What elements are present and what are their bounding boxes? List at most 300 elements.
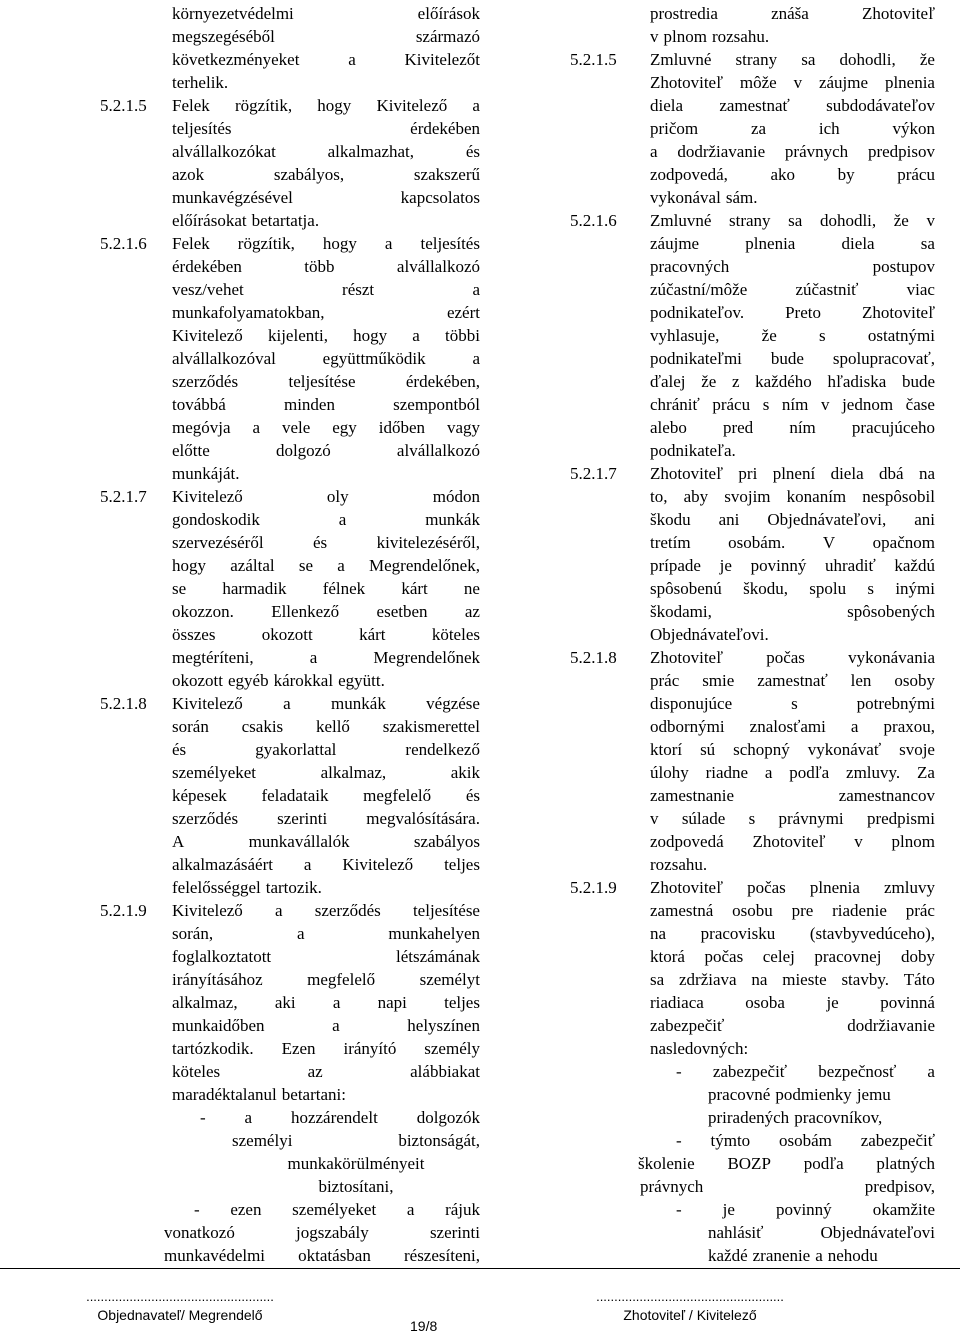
word: többi xyxy=(445,326,480,345)
word: betartani: xyxy=(281,1085,346,1104)
word: csakis xyxy=(241,717,284,736)
word: pracovisku xyxy=(700,924,776,943)
word: összes xyxy=(172,625,216,644)
clause-number: 5.2.1.5 xyxy=(570,50,617,69)
clause-number: 5.2.1.8 xyxy=(570,648,617,667)
text-line xyxy=(172,531,480,554)
text-line xyxy=(172,324,480,347)
word: strany xyxy=(729,211,771,230)
word: előtte xyxy=(172,441,210,460)
word: priradených xyxy=(708,1108,790,1127)
word: osoba xyxy=(745,993,785,1012)
word: hogy xyxy=(317,96,352,115)
text-line xyxy=(650,140,935,163)
word: záujme xyxy=(818,73,869,92)
word: škodami, xyxy=(650,602,712,621)
word: munkák xyxy=(425,510,480,529)
text-line xyxy=(650,738,935,761)
word: každého xyxy=(755,372,812,391)
clause-number: 5.2.1.7 xyxy=(570,464,617,483)
text-line xyxy=(650,48,935,71)
word: pred xyxy=(722,418,754,437)
word: teljesítése xyxy=(288,372,356,391)
word: sa xyxy=(920,234,935,253)
word: Megrendelőnek, xyxy=(369,556,480,575)
word: zranenie xyxy=(752,1246,811,1265)
clause-number: 5.2.1.5 xyxy=(100,96,147,115)
text-line xyxy=(172,48,480,71)
word: nehodu xyxy=(827,1246,878,1265)
text-line xyxy=(650,554,935,577)
text-line xyxy=(172,646,480,669)
contract-clause xyxy=(100,485,480,692)
word: rögzítik, xyxy=(234,96,293,115)
word: következményeket xyxy=(172,50,300,69)
word: zodpovedá, xyxy=(650,165,728,184)
word: okozott xyxy=(261,625,313,644)
word: podľa xyxy=(803,1154,844,1173)
word: több xyxy=(304,257,335,276)
word: spôsobených xyxy=(847,602,935,621)
word: szakismerettel xyxy=(382,717,480,736)
clause-number: 5.2.1.7 xyxy=(100,487,147,506)
bullet-line xyxy=(232,1175,480,1198)
word: povinný xyxy=(750,556,807,575)
word: ani xyxy=(914,510,935,529)
word: vyhlasuje, xyxy=(650,326,720,345)
word: se xyxy=(298,556,313,575)
text-line xyxy=(172,163,480,186)
clause-text xyxy=(650,876,935,1060)
word: v xyxy=(820,395,830,414)
word: gondoskodik xyxy=(172,510,260,529)
word: výkon xyxy=(892,119,935,138)
text-line xyxy=(650,692,935,715)
word: Felek xyxy=(172,96,210,115)
text-line xyxy=(172,830,480,853)
word: kárt xyxy=(359,625,386,644)
word: az xyxy=(464,602,480,621)
word: Táto xyxy=(903,970,935,989)
bullet-line xyxy=(708,1221,935,1244)
word: szervezéséről xyxy=(172,533,264,552)
word: alkalmazásáért xyxy=(172,855,273,874)
word: során, xyxy=(172,924,214,943)
word: osoby xyxy=(894,671,935,690)
clause-number: 5.2.1.8 xyxy=(100,694,147,713)
word: a xyxy=(412,326,420,345)
word: felelősséggel xyxy=(172,878,261,897)
word: a xyxy=(764,763,773,782)
word: dohodli, xyxy=(839,50,896,69)
word: škodu xyxy=(650,510,691,529)
word: Zhotoviteľ xyxy=(650,73,724,92)
word: pri xyxy=(738,464,758,483)
word: Kivitelező xyxy=(342,855,414,874)
text-line xyxy=(650,761,935,784)
contract-clause xyxy=(570,646,935,876)
word: szerinti xyxy=(429,1223,480,1242)
text-line xyxy=(172,600,480,623)
word: podnikateľmi xyxy=(650,349,742,368)
bullet-dash: - xyxy=(676,1062,682,1081)
word: feladataik xyxy=(261,786,329,805)
word: Objednávateľovi, xyxy=(767,510,887,529)
text-line xyxy=(172,439,480,462)
bullet-line xyxy=(638,1152,935,1175)
word: chrániť xyxy=(650,395,700,414)
word: v xyxy=(926,211,935,230)
word: schopný xyxy=(733,740,790,759)
word: zabezpečiť xyxy=(712,1062,788,1081)
word: esetben xyxy=(376,602,428,621)
word: Ezen xyxy=(281,1039,316,1058)
contract-clause xyxy=(100,2,480,94)
word: hľadiska xyxy=(827,372,887,391)
word: a xyxy=(927,1062,935,1081)
word: megfelelő xyxy=(307,970,376,989)
word: azok xyxy=(172,165,205,184)
word: jednom xyxy=(842,395,894,414)
text-line xyxy=(172,623,480,646)
word: uhradiť xyxy=(825,556,876,575)
text-line xyxy=(650,255,935,278)
word: svoje xyxy=(899,740,935,759)
word: podnikateľa. xyxy=(650,441,736,460)
word: okozott xyxy=(172,671,223,690)
word: osobám. xyxy=(728,533,786,552)
bullet-line xyxy=(164,1244,480,1267)
text-line xyxy=(172,278,480,301)
word: právnymi xyxy=(778,809,844,828)
word: a xyxy=(283,694,291,713)
word: vonatkozó xyxy=(164,1223,235,1242)
word: opačnom xyxy=(872,533,935,552)
text-line xyxy=(650,25,935,48)
word: a xyxy=(384,234,393,253)
word: že xyxy=(701,372,717,391)
text-line xyxy=(172,140,480,163)
text-line xyxy=(172,899,480,922)
text-line xyxy=(172,807,480,830)
contract-clause xyxy=(570,462,935,646)
contract-clause xyxy=(570,876,935,1060)
word: személyi xyxy=(232,1131,293,1150)
word: osobám xyxy=(779,1131,832,1150)
clause-text xyxy=(172,2,480,94)
page-footer xyxy=(0,1268,960,1335)
word: z xyxy=(731,372,740,391)
word: betartatja. xyxy=(251,211,320,230)
text-line xyxy=(650,600,935,623)
word: a xyxy=(303,855,312,874)
word: plnenia xyxy=(745,234,796,253)
word: inými xyxy=(895,579,935,598)
text-line xyxy=(650,301,935,324)
word: podľa xyxy=(789,763,830,782)
word: to, xyxy=(650,487,668,506)
word: prípade xyxy=(650,556,701,575)
word: hozzárendelt xyxy=(290,1108,378,1127)
word: viac xyxy=(906,280,935,299)
word: podmienky xyxy=(775,1085,852,1104)
word: azáltal xyxy=(230,556,275,575)
word: nespôsobil xyxy=(862,487,935,506)
clause-text xyxy=(650,2,935,48)
word: okamžite xyxy=(872,1200,935,1219)
word: akik xyxy=(450,763,480,782)
word: právnych xyxy=(784,142,849,161)
word: megvalósítására. xyxy=(366,809,480,828)
word: mieste xyxy=(782,970,827,989)
contract-clause xyxy=(570,209,935,462)
text-line xyxy=(172,669,480,692)
word: BOZP xyxy=(727,1154,771,1173)
word: za xyxy=(750,119,767,138)
word: személyt xyxy=(419,970,480,989)
word: bude xyxy=(901,372,935,391)
word: módon xyxy=(432,487,480,506)
word: právnych xyxy=(640,1177,704,1196)
word: ostatnými xyxy=(867,326,935,345)
word: vykonával xyxy=(650,188,721,207)
word: részesíteni, xyxy=(403,1246,480,1265)
signature-line: .................................................... xyxy=(596,1289,784,1304)
text-line xyxy=(172,1060,480,1083)
word: je xyxy=(826,993,839,1012)
contract-clause xyxy=(100,232,480,485)
word: munkáját. xyxy=(172,464,240,483)
word: okozzon. xyxy=(172,602,234,621)
word: zamestnancov xyxy=(838,786,935,805)
word: a xyxy=(472,280,480,299)
text-line xyxy=(172,1083,480,1106)
text-line xyxy=(650,646,935,669)
word: megfelelő xyxy=(363,786,432,805)
word: oktatásban xyxy=(298,1246,371,1265)
text-line xyxy=(172,462,480,485)
clause-text xyxy=(172,899,480,1106)
word: Ellenkező xyxy=(271,602,340,621)
word: Za xyxy=(917,763,935,782)
word: prác xyxy=(650,671,680,690)
word: pričom xyxy=(650,119,699,138)
word: biztonságát, xyxy=(398,1131,480,1150)
text-line xyxy=(650,94,935,117)
text-line xyxy=(172,991,480,1014)
text-line xyxy=(172,117,480,140)
word: nasledovných: xyxy=(650,1039,749,1058)
contract-clause xyxy=(100,899,480,1106)
word: teljes xyxy=(444,855,480,874)
word: pracovných xyxy=(650,257,730,276)
word: plnení xyxy=(772,464,816,483)
bullet-dash: - xyxy=(676,1200,682,1219)
word: pre xyxy=(791,901,814,920)
word: celej xyxy=(762,947,795,966)
clause-text xyxy=(650,48,935,209)
word: predpisov xyxy=(867,142,935,161)
word: rozsahu. xyxy=(650,855,708,874)
word: zabezpečiť xyxy=(860,1131,935,1150)
word: na xyxy=(650,924,667,943)
word: ich xyxy=(818,119,840,138)
word: pracovnej xyxy=(814,947,882,966)
text-line xyxy=(650,439,935,462)
text-line xyxy=(650,71,935,94)
word: sa xyxy=(650,970,665,989)
word: a xyxy=(348,50,356,69)
word: že xyxy=(893,211,909,230)
bullet-line xyxy=(164,1221,480,1244)
word: megtéríteni, xyxy=(172,648,254,667)
word: a xyxy=(472,349,480,368)
word: terhelik. xyxy=(172,73,229,92)
word: a xyxy=(815,1246,823,1265)
word: stavby. xyxy=(841,970,889,989)
word: kijelenti, xyxy=(267,326,328,345)
word: spolupracovať, xyxy=(832,349,935,368)
text-line xyxy=(172,922,480,945)
word: alvállalkozókat xyxy=(172,142,276,161)
text-line xyxy=(172,301,480,324)
word: súlade xyxy=(681,809,726,828)
word: hogy xyxy=(172,556,206,575)
word: Kivitelező xyxy=(376,96,448,115)
word: a xyxy=(406,1200,415,1219)
clause-text xyxy=(172,232,480,485)
word: munkaidőben xyxy=(172,1016,265,1035)
word: ezen xyxy=(230,1200,262,1219)
word: plnenia xyxy=(809,878,860,897)
word: Kivitelező xyxy=(172,487,243,506)
word: znalosťami xyxy=(749,717,826,736)
word: s xyxy=(748,809,756,828)
word: škodu, xyxy=(743,579,788,598)
word: subdodávateľov xyxy=(826,96,935,115)
word: napi xyxy=(377,993,407,1012)
text-line xyxy=(172,186,480,209)
word: kárt xyxy=(401,579,428,598)
word: munkafolyamatokban, xyxy=(172,303,325,322)
clause-number: 5.2.1.9 xyxy=(100,901,147,920)
word: személy xyxy=(424,1039,480,1058)
word: osobu xyxy=(732,901,773,920)
text-line xyxy=(650,876,935,899)
word: zamestnanie xyxy=(650,786,735,805)
word: irányításához xyxy=(172,970,263,989)
word: len xyxy=(850,671,872,690)
word: érdekében xyxy=(410,119,480,138)
text-line xyxy=(650,232,935,255)
bullet-line xyxy=(676,1198,935,1221)
word: személyeket xyxy=(292,1200,377,1219)
word: zamestná xyxy=(650,901,714,920)
text-line xyxy=(172,577,480,600)
word: előírásokat xyxy=(172,211,247,230)
word: az xyxy=(307,1062,323,1081)
text-line xyxy=(172,347,480,370)
text-line xyxy=(650,577,935,600)
word: érdekében, xyxy=(405,372,480,391)
clause-number: 5.2.1.9 xyxy=(570,878,617,897)
word: a xyxy=(274,901,283,920)
word: Objednávateľovi. xyxy=(650,625,769,644)
bullet-line xyxy=(640,1175,935,1198)
page-number: 19/8 xyxy=(410,1318,438,1334)
text-line xyxy=(172,761,480,784)
word: és xyxy=(465,142,480,161)
word: vele xyxy=(281,418,311,437)
text-line xyxy=(650,853,935,876)
word: zdržiava xyxy=(678,970,737,989)
word: riadiaca xyxy=(650,993,704,1012)
text-line xyxy=(172,692,480,715)
text-line xyxy=(650,393,935,416)
word: vykonávania xyxy=(848,648,935,667)
word: a xyxy=(332,993,341,1012)
word: se xyxy=(172,579,187,598)
word: Zhotoviteľ xyxy=(752,832,826,851)
word: sám. xyxy=(725,188,758,207)
signature-label: Objednavateľ/ Megrendelő xyxy=(97,1307,263,1323)
word: ani xyxy=(718,510,740,529)
word: vesz/vehet xyxy=(172,280,244,299)
text-line xyxy=(172,1014,480,1037)
word: môže xyxy=(739,73,777,92)
word: a xyxy=(252,418,261,437)
word: teljesítése xyxy=(412,901,480,920)
word: ako xyxy=(770,165,796,184)
word: pracovné xyxy=(708,1085,771,1104)
bullet-line xyxy=(676,1129,935,1152)
text-line xyxy=(172,232,480,255)
word: tretím xyxy=(650,533,691,552)
word: szabályos, xyxy=(273,165,345,184)
clause-number: 5.2.1.6 xyxy=(570,211,617,230)
clause-text xyxy=(650,462,935,646)
word: alvállalkozó xyxy=(396,441,480,460)
text-line xyxy=(650,623,935,646)
word: hogy xyxy=(353,326,388,345)
word: jogszabály xyxy=(296,1223,369,1242)
word: zodpovedá xyxy=(650,832,724,851)
word: postupov xyxy=(872,257,935,276)
word: a xyxy=(332,1016,340,1035)
clause-text xyxy=(650,646,935,876)
word: pracujúceho xyxy=(851,418,935,437)
word: na xyxy=(918,464,935,483)
text-line xyxy=(650,370,935,393)
word: szakszerű xyxy=(413,165,480,184)
word: együtt. xyxy=(338,671,385,690)
text-line xyxy=(650,278,935,301)
word: počas xyxy=(704,947,744,966)
word: munkavállalók xyxy=(248,832,350,851)
word: týmto xyxy=(710,1131,751,1150)
word: egyéb xyxy=(228,671,269,690)
text-line xyxy=(650,531,935,554)
word: teljesítés xyxy=(172,119,232,138)
word: alvállalkozóval xyxy=(172,349,276,368)
contract-clause xyxy=(100,94,480,232)
word: a xyxy=(338,510,347,529)
word: kapcsolatos xyxy=(400,188,480,207)
word: čase xyxy=(905,395,935,414)
signature-block-contractor xyxy=(570,1288,810,1324)
word: harmadik xyxy=(222,579,287,598)
text-line xyxy=(650,715,935,738)
